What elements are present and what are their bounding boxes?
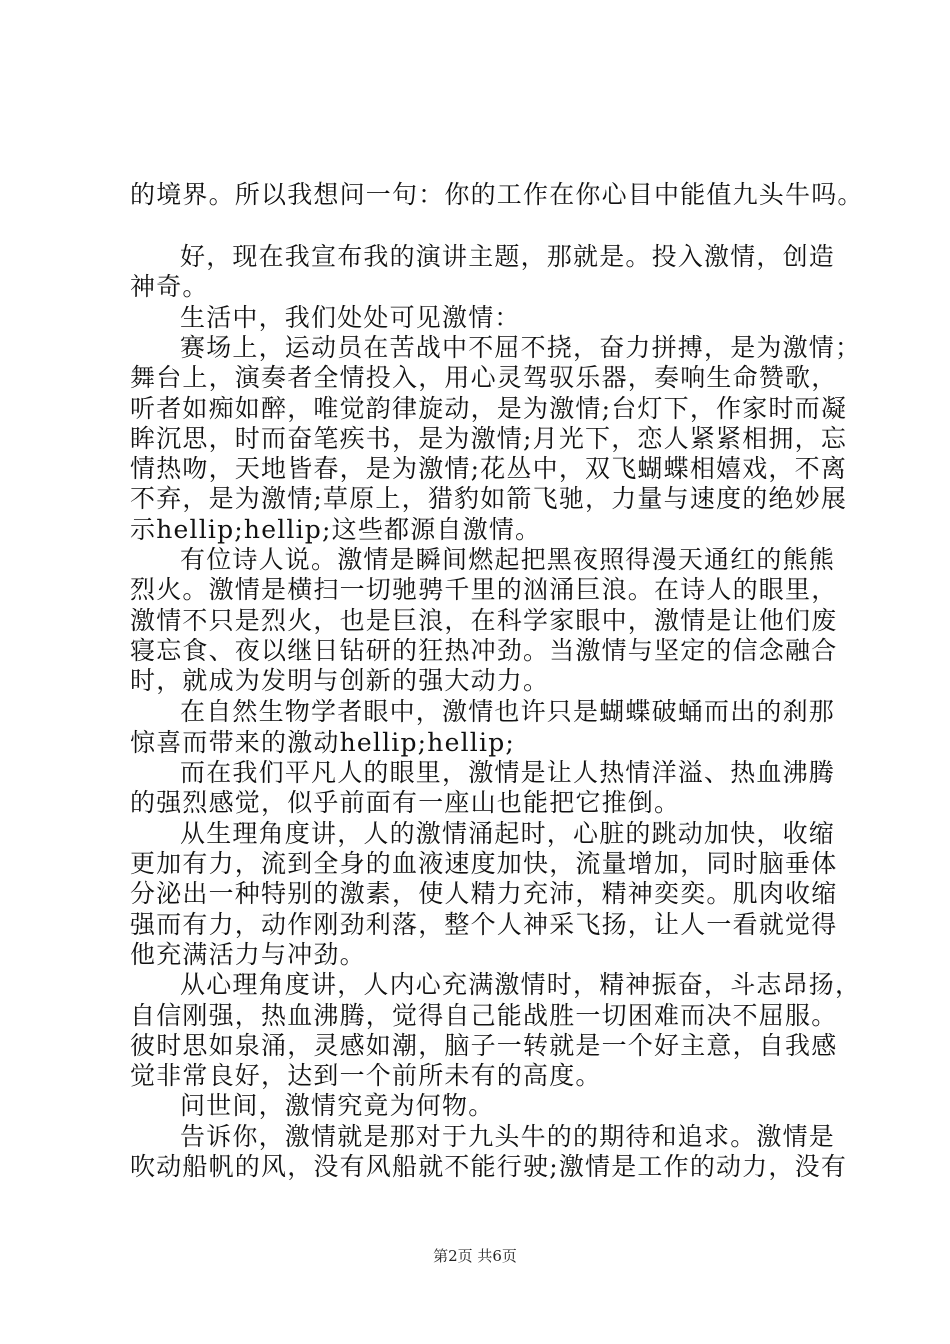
text-line: 他充满活力与冲劲。 — [130, 940, 366, 969]
text-line: 彼时思如泉涌，灵感如潮，脑子一转就是一个好主意，自我感 — [130, 1031, 838, 1060]
text-line: 赛场上，运动员在苦战中不屈不挠，奋力拼搏，是为激情； — [180, 333, 862, 362]
text-line: 而在我们平凡人的眼里，激情是让人热情洋溢、热血沸腾 — [180, 758, 836, 787]
text-line: 时，就成为发明与创新的强大动力。 — [130, 666, 550, 695]
text-line: 吹动船帆的风，没有风船就不能行驶;激情是工作的动力，没有 — [130, 1152, 848, 1181]
text-line: 舞台上，演奏者全情投入，用心灵驾驭乐器，奏响生命赞歌， — [130, 363, 838, 392]
text-line: 不弃，是为激情;草原上，猎豹如箭飞驰，力量与速度的绝妙展 — [130, 484, 848, 513]
text-line: 从生理角度讲，人的激情涌起时，心脏的跳动加快，收缩 — [180, 819, 836, 848]
text-line: 更加有力，流到全身的血液速度加快，流量增加，同时脑垂体 — [130, 849, 838, 878]
text-line: 听者如痴如醉，唯觉韵律旋动，是为激情;台灯下，作家时而凝 — [130, 394, 848, 423]
text-line: 在自然生物学者眼中，激情也许只是蝴蝶破蛹而出的刹那 — [180, 697, 836, 726]
text-line: 分泌出一种特别的激素，使人精力充沛，精神奕奕。肌肉收缩 — [130, 879, 838, 908]
text-line: 生活中，我们处处可见激情： — [180, 303, 521, 332]
text-line: 激情不只是烈火，也是巨浪，在科学家眼中，激情是让他们废 — [130, 606, 838, 635]
text-line: 自信刚强，热血沸腾，觉得自己能战胜一切困难而决不屈服。 — [130, 1001, 838, 1030]
page-number-footer: 第2页 共6页 — [433, 1247, 517, 1265]
text-line: 好，现在我宣布我的演讲主题，那就是。投入激情，创造 — [180, 242, 836, 271]
text-line: 眸沉思，时而奋笔疾书，是为激情;月光下，恋人紧紧相拥，忘 — [130, 424, 848, 453]
text-line: 示hellip;hellip;这些都源自激情。 — [130, 515, 542, 544]
text-line: 寝忘食、夜以继日钻研的狂热冲劲。当激情与坚定的信念融合 — [130, 636, 838, 665]
text-line: 的强烈感觉，似乎前面有一座山也能把它推倒。 — [130, 788, 681, 817]
text-line: 惊喜而带来的激动hellip;hellip; — [130, 728, 516, 757]
text-line: 的境界。所以我想问一句：你的工作在你心目中能值九头牛吗。 — [130, 180, 864, 209]
text-line: 神奇。 — [130, 272, 209, 301]
text-line: 强而有力，动作刚劲利落，整个人神采飞扬，让人一看就觉得 — [130, 910, 838, 939]
text-line: 烈火。激情是横扫一切驰骋千里的汹涌巨浪。在诗人的眼里， — [130, 575, 838, 604]
text-line: 问世间，激情究竟为何物。 — [180, 1091, 495, 1120]
text-line: 从心理角度讲，人内心充满激情时，精神振奋，斗志昂扬， — [180, 970, 862, 999]
text-line: 有位诗人说。激情是瞬间燃起把黑夜照得漫天通红的熊熊 — [180, 545, 836, 574]
text-line: 情热吻，天地皆春，是为激情;花丛中，双飞蝴蝶相嬉戏，不离 — [130, 454, 848, 483]
text-line: 告诉你，激情就是那对于九头牛的的期待和追求。激情是 — [180, 1122, 836, 1151]
text-line: 觉非常良好，达到一个前所未有的高度。 — [130, 1061, 602, 1090]
